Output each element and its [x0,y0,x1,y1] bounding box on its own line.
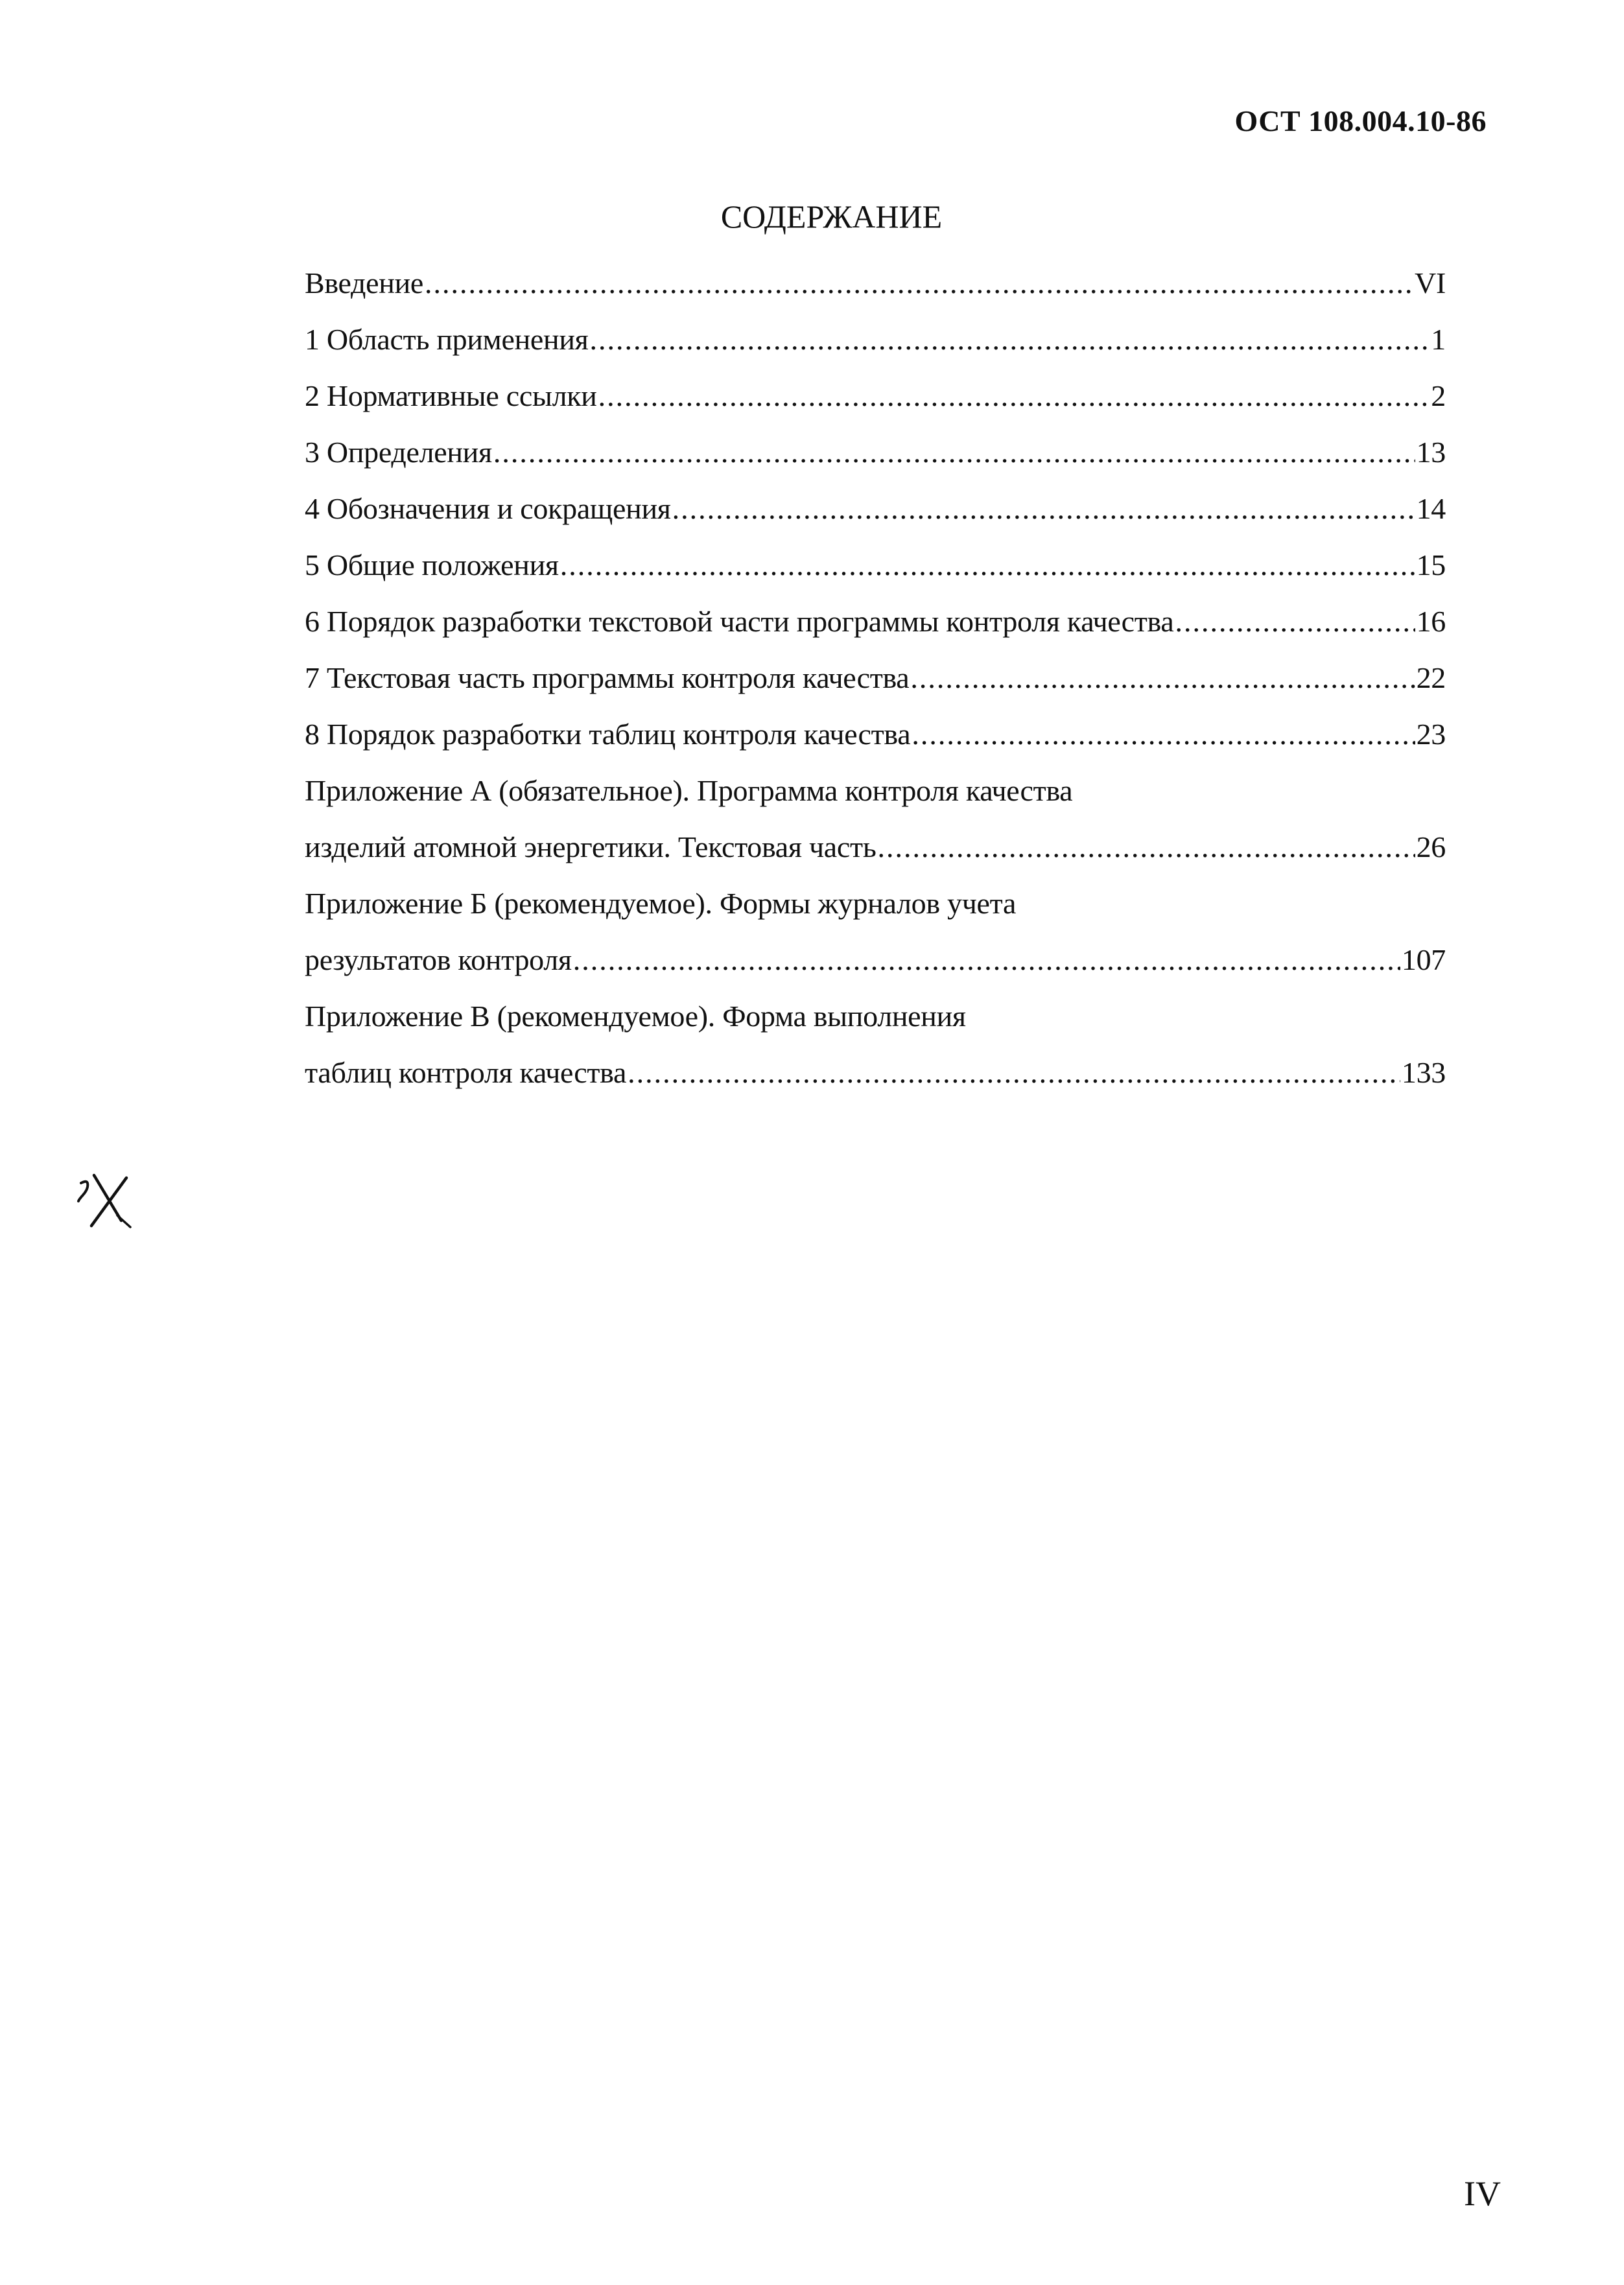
toc-leader-dots [912,706,1415,762]
toc-entry[interactable] [305,706,1446,762]
toc-entry-page: 107 [1401,943,1446,976]
toc-entry-heading-line[interactable] [305,875,1446,932]
toc-leader-dots [878,819,1415,875]
toc-entry-page: 15 [1416,548,1446,581]
toc-leader-dots [590,311,1430,368]
toc-leader-dots [598,368,1430,424]
table-of-contents [305,255,1446,1101]
toc-entry-label: 3 Определения [305,436,492,469]
toc-leader-dots [910,650,1415,706]
toc-entry-page: 1 [1431,323,1446,356]
toc-entry[interactable] [305,255,1446,311]
page-number: IV [1464,2174,1501,2213]
toc-entry-label: 8 Порядок разработки таблиц контроля качества [305,718,911,751]
toc-entry-label-line1: Приложение А (обязательное). Программа контроля качества [305,774,1073,807]
toc-entry[interactable] [305,424,1446,480]
toc-leader-dots [1175,593,1415,650]
toc-entry-label: 6 Порядок разработки текстовой части программы контроля качества [305,605,1174,638]
toc-entry[interactable] [305,650,1446,706]
toc-entry-page: 2 [1431,379,1446,412]
toc-entry-label: Введение [305,266,424,299]
toc-entry-label: результатов контроля [305,943,572,976]
toc-entry-label: таблиц контроля качества [305,1056,627,1089]
toc-leader-dots [493,424,1415,480]
toc-entry[interactable] [305,593,1446,650]
toc-entry[interactable] [305,537,1446,593]
toc-leader-dots [425,255,1413,311]
toc-entry-heading-line[interactable] [305,988,1446,1044]
toc-entry-page: 26 [1416,830,1446,863]
toc-entry-label: 5 Общие положения [305,548,559,581]
toc-entry-page: 133 [1401,1056,1446,1089]
toc-entry-page: VI [1415,266,1446,299]
toc-entry[interactable] [305,932,1446,988]
toc-entry-label-line1: Приложение Б (рекомендуемое). Формы журналов учета [305,887,1017,920]
toc-entry[interactable] [305,819,1446,875]
toc-entry[interactable] [305,311,1446,368]
toc-leader-dots [573,932,1400,988]
toc-title: СОДЕРЖАНИЕ [720,198,943,235]
toc-entry-page: 22 [1416,661,1446,694]
toc-entry-page: 14 [1416,492,1446,525]
toc-entry[interactable] [305,480,1446,537]
handwritten-mark-icon [75,1170,139,1235]
toc-entry[interactable] [305,368,1446,424]
toc-entry-label: 1 Область применения [305,323,589,356]
toc-leader-dots [672,480,1415,537]
toc-entry-label: 4 Обозначения и сокращения [305,492,671,525]
toc-entry-label: изделий атомной энергетики. Текстовая часть [305,830,877,863]
toc-entry-page: 16 [1416,605,1446,638]
toc-leader-dots [628,1044,1400,1101]
toc-entry-label: 7 Текстовая часть программы контроля качества [305,661,910,694]
toc-entry-page: 13 [1416,436,1446,469]
toc-entry-page: 23 [1416,718,1446,751]
toc-leader-dots [560,537,1415,593]
toc-entry-label: 2 Нормативные ссылки [305,379,597,412]
toc-entry-label-line1: Приложение В (рекомендуемое). Форма выполнения [305,1000,966,1033]
document-code: ОСТ 108.004.10-86 [1234,104,1487,137]
toc-entry[interactable] [305,1044,1446,1101]
toc-entry-heading-line[interactable] [305,762,1446,819]
